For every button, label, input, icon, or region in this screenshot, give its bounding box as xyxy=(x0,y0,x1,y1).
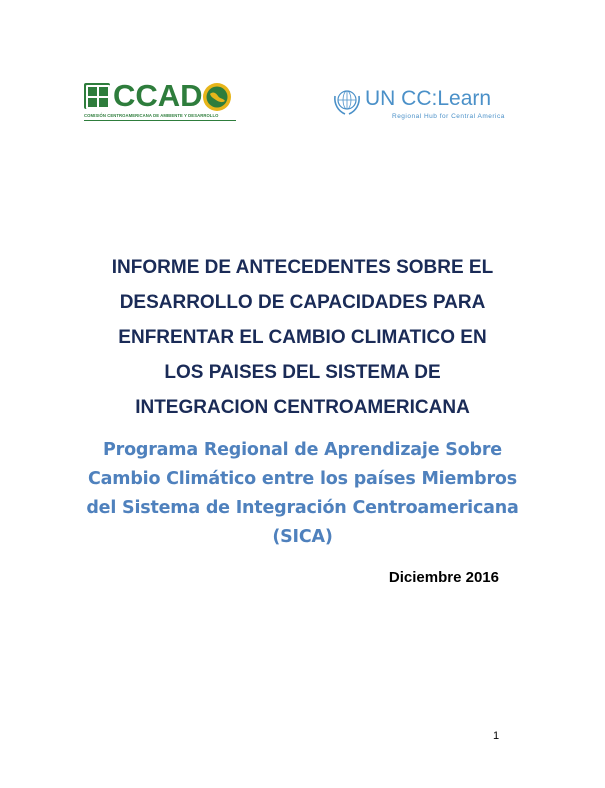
title-line: ENFRENTAR EL CAMBIO CLIMATICO EN xyxy=(118,327,487,348)
document-title xyxy=(60,250,545,425)
title-line: LOS PAISES DEL SISTEMA DE xyxy=(164,362,441,383)
title-line: INFORME DE ANTECEDENTES SOBRE EL xyxy=(111,257,494,278)
page-number: 1 xyxy=(493,730,500,742)
document-subtitle xyxy=(60,436,545,552)
subtitle-line: Programa Regional de Aprendizaje Sobre xyxy=(103,440,502,460)
title-line: INTEGRACION CENTROAMERICANA xyxy=(135,397,470,418)
un-cc-learn-subtitle: Regional Hub for Central America xyxy=(392,113,505,120)
subtitle-line: Cambio Climático entre los países Miembros xyxy=(88,469,517,489)
subtitle-line: (SICA) xyxy=(272,527,333,547)
ccad-rule xyxy=(84,120,236,121)
ccad-mark-icon xyxy=(84,83,110,109)
un-laurel-globe-icon xyxy=(332,86,362,116)
title-line: DESARROLLO DE CAPACIDADES PARA xyxy=(119,292,486,313)
ccad-wordmark: CCAD xyxy=(113,78,203,113)
ccad-logo xyxy=(84,80,236,124)
un-cc-learn-wordmark: UN CC:Learn xyxy=(365,87,492,110)
subtitle-line: del Sistema de Integración Centroamericana xyxy=(86,498,519,518)
document-date: Diciembre 2016 xyxy=(388,569,499,586)
ccad-globe-emblem-icon xyxy=(202,82,232,112)
ccad-subtitle: COMISIÓN CENTROAMERICANA DE AMBIENTE Y DESARROLLO xyxy=(84,113,219,118)
un-cc-learn-logo xyxy=(332,86,505,126)
